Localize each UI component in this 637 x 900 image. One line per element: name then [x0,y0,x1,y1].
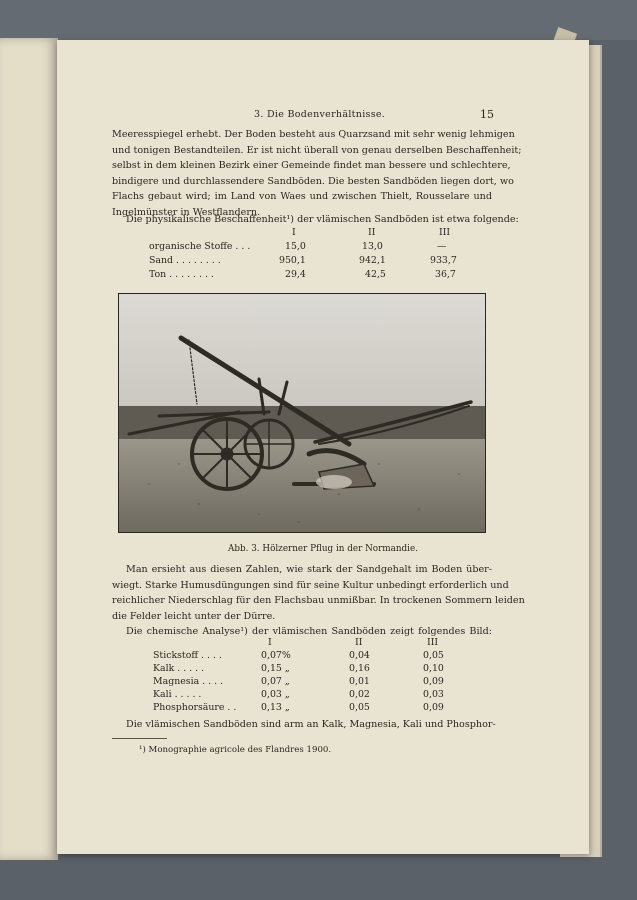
page-header [57,109,589,123]
row-label: Kalk . . . . . [153,663,205,674]
table-cell: 933,7 [430,255,457,266]
table-cell: 0,07 „ [261,676,290,687]
table-cell: 950,1 [279,255,306,266]
row-label: Sand . . . . . . . . [149,255,221,266]
figure-caption: Abb. 3. Hölzerner Pflug in der Normandie. [228,544,418,554]
table-cell: 0,05 [423,650,444,661]
left-page-edge [0,38,58,860]
table-cell: 0,03 [423,689,444,700]
page-number: 15 [480,108,494,121]
text-line: Meeresspiegel erhebt. Der Boden besteht aus Quarzsand mit sehr wenig lehmigen [112,129,515,140]
text-line: Ingelmünster in Westflandern. [112,206,261,218]
table-cell: 0,07% [261,650,291,661]
table-cell: 42,5 [365,269,386,280]
running-head: 3. Die Bodenverhältnisse. [254,109,386,120]
text-line: Die vlämischen Sandböden sind arm an Kalk, Magnesia, Kali und Phosphor- [126,719,496,730]
chemical-table [57,637,589,717]
table-cell: 0,04 [349,650,370,661]
column-header: II [355,637,363,648]
row-label: Magnesia . . . . [153,676,224,687]
table-cell: 0,05 [349,702,370,713]
table-cell: 0,09 [423,676,444,687]
table2-intro: Die chemische Analyse¹) der vlämischen Sandböden zeigt folgendes Bild: [126,626,492,637]
table1-intro: Die physikalische Beschaffenheit¹) der vlämischen Sandböden ist etwa folgende: [126,214,519,225]
table-header-row [57,227,589,240]
table-cell: 942,1 [359,255,386,266]
paragraph-3 [112,717,496,733]
plough-photo [118,293,486,533]
table-cell: 13,0 [362,241,383,252]
plough-illustration [119,294,485,532]
table-cell: 36,7 [435,269,456,280]
table-row [57,255,589,268]
table-cell: 0,01 [349,676,370,687]
row-label: Phosphorsäure . . [153,702,237,713]
table-cell: 15,0 [285,241,306,252]
footnote: ¹) Monographie agricole des Flandres 1900. [139,745,332,755]
text-line: Flachs gebaut wird; im Land von Waes und zwischen Thielt, Rousselare und [112,191,492,202]
table-cell: 0,02 [349,689,370,700]
column-header: III [427,637,439,648]
table-row [57,650,589,663]
table-row [57,241,589,254]
table-row [57,269,589,282]
text-line: selbst in dem kleinen Bezirk einer Gemeinde findet man bessere und schlechtere, [112,160,511,171]
table-row [57,663,589,676]
table1-intro-wrap [112,212,519,228]
text-line: bindigere und durchlassendere Sandböden. Die besten Sandböden liegen dort, wo [112,175,514,187]
physical-table [57,227,589,287]
table-row [57,689,589,702]
paragraph-1 [112,127,522,220]
text-line: reichlicher Niederschlag für den Flachsbau unmißbar. In trockenen Sommern leiden [112,595,525,606]
row-label: Ton . . . . . . . . [149,269,214,280]
text-line: und tonigen Bestandteilen. Er ist nicht überall von genau derselben Beschaffenheit; [112,144,522,156]
column-header: I [268,637,272,648]
footnote-rule [112,738,167,739]
table-cell: — [437,241,447,252]
table-cell: 0,15 „ [261,663,290,674]
column-header: III [439,227,451,238]
row-label: Stickstoff . . . . [153,650,222,661]
table-cell: 29,4 [285,269,306,280]
table-cell: 0,10 [423,663,444,674]
table-cell: 0,13 „ [261,702,290,713]
text-line: die Felder leicht unter der Dürre. [112,610,276,622]
row-label: organische Stoffe . . . [149,241,251,252]
row-label: Kali . . . . . [153,689,202,700]
table-cell: 0,16 [349,663,370,674]
table-row [57,702,589,715]
text-line: wiegt. Starke Humusdüngungen sind für seine Kultur unbedingt erforderlich und [112,579,509,591]
paragraph-2 [112,562,525,624]
book-page [57,40,589,854]
table-row [57,676,589,689]
table-cell: 0,09 [423,702,444,713]
column-header: I [292,227,296,238]
column-header: II [368,227,376,238]
table-cell: 0,03 „ [261,689,290,700]
text-line: Man ersieht aus diesen Zahlen, wie stark der Sandgehalt im Boden über- [126,564,492,575]
background-top [0,0,637,40]
table-header-row [57,637,589,650]
